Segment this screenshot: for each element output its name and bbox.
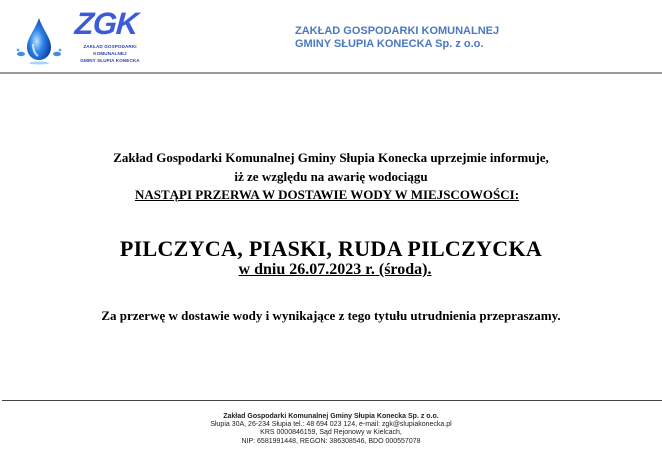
notice-apology: Za przerwę w dostawie wody i wynikające z tego tytułu utrudnienia przepraszamy. [101, 308, 561, 323]
header-divider [0, 72, 662, 74]
logo-subtitle-line: GMINY SŁUPIA KONECKA [80, 58, 140, 63]
logo-subtitle-line: KOMUNALNEJ [93, 51, 127, 56]
company-header [295, 25, 499, 51]
company-logo [12, 6, 152, 66]
footer-divider [2, 400, 662, 401]
footer-ids: NIP: 6581991448, REGON: 386308546, BDO 000557078 [241, 437, 421, 445]
water-drop-icon [14, 14, 64, 66]
notice-announcement: NASTĄPI PRZERWA W DOSTAWIE WODY W MIEJSCOWOŚCI: [134, 187, 520, 202]
logo-subtitle-line: ZAKŁAD GOSPODARKI [83, 44, 137, 49]
company-header-line1: ZAKŁAD GOSPODARKI KOMUNALNEJ [295, 25, 500, 37]
outage-date: w dniu 26.07.2023 r. (środa). [238, 261, 432, 278]
logo-abbreviation: ZGK [73, 6, 139, 41]
footer-krs: KRS 0000846159, Sąd Rejonowy w Kielcach, [260, 429, 402, 437]
logo-subtitle [70, 43, 150, 64]
footer-company: Zakład Gospodarki Komunalnej Gminy Słupia Konecka Sp. z o.o. [223, 413, 439, 420]
notice-reason: iż ze względu na awarię wodociągu [234, 169, 428, 184]
footer [0, 413, 662, 446]
affected-places: PILCZYCA, PIASKI, RUDA PILCZYCKA [119, 236, 543, 261]
company-header-line2: GMINY SŁUPIA KONECKA Sp. z o.o. [295, 38, 484, 50]
footer-address: Słupia 30A, 26-234 Słupia tel.: 48 694 023 124, e-mail: zgk@slupiakonecka.pl [210, 421, 452, 429]
notice-intro: Zakład Gospodarki Komunalnej Gminy Słupia Konecka uprzejmie informuje, [113, 150, 549, 165]
